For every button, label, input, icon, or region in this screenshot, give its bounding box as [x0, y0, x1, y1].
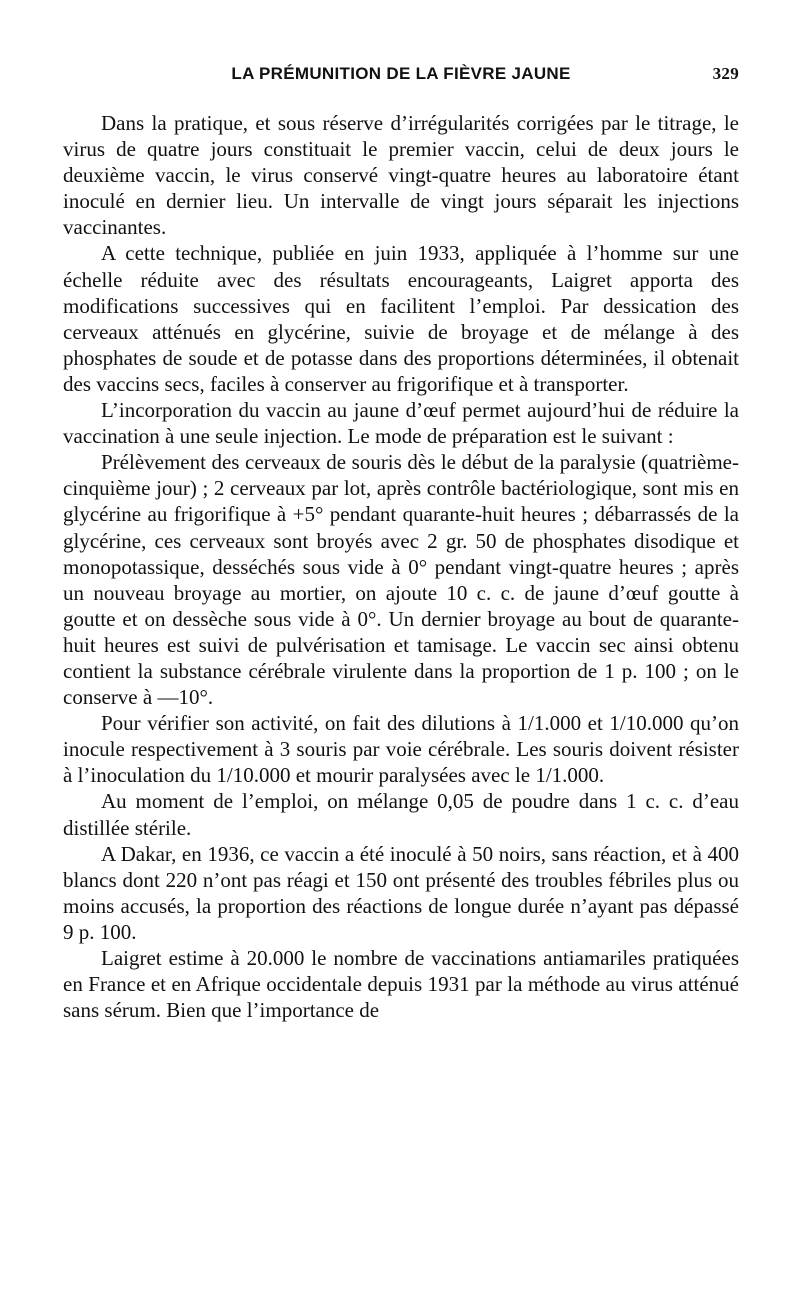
- book-page: [63, 64, 739, 1023]
- body-text: [63, 110, 739, 1023]
- page-number: 329: [712, 64, 739, 83]
- paragraph: Laigret estime à 20.000 le nombre de vaccinations antiamariles pratiquées en France et en Afrique occidentale depuis 1931 par la méthode au virus atténué sans sérum. Bien que l’importance de: [63, 946, 739, 1023]
- paragraph: Pour vérifier son activité, on fait des dilutions à 1/1.000 et 1/10.000 qu’on inocule respectivement à 3 souris par voie cérébrale. Les souris doivent résister à l’inoculation du 1/10.000 et mourir paralysées avec le 1/1.000.: [63, 711, 739, 788]
- paragraph: L’incorporation du vaccin au jaune d’œuf permet aujourd’hui de réduire la vaccination à une seule injection. Le mode de préparation est le suivant :: [63, 398, 739, 449]
- paragraph: A cette technique, publiée en juin 1933, appliquée à l’homme sur une échelle réduite avec des résultats encourageants, Laigret apporta des modifications successives qui en facilitent l’emploi. Par dessication des cerveaux atténués en glycérine, suivie de broyage et de mélange à des phosphates de soude et de potasse dans des proportions déterminées, il obtenait des vaccins secs, faciles à conserver au frigorifique et à transporter.: [63, 241, 739, 396]
- paragraph: Au moment de l’emploi, on mélange 0,05 de poudre dans 1 c. c. d’eau distillée stérile.: [63, 789, 739, 840]
- paragraph: A Dakar, en 1936, ce vaccin a été inoculé à 50 noirs, sans réaction, et à 400 blancs dont 220 n’ont pas réagi et 150 ont présenté des troubles fébriles plus ou moins accusés, la proportion des réactions de longue durée n’ayant pas dépassé 9 p. 100.: [63, 841, 739, 944]
- paragraph: Prélèvement des cerveaux de souris dès le début de la paralysie (quatrième-cinquième jour) ; 2 cerveaux par lot, après contrôle bactériologique, sont mis en glycérine au frigorifique à +5° pendant quarante-huit heures ; débarrassés de la glycérine, ces cerveaux sont broyés avec 2 gr. 50 de phosphates disodique et monopotassique, desséchés sous vide à 0° pendant vingt-quatre heures ; après un nouveau broyage au mortier, on ajoute 10 c. c. de jaune d’œuf goutte à goutte et on dessèche sous vide à 0°. Un dernier broyage au bout de quarante-huit heures est suivi de pulvérisation et tamisage. Le vaccin sec ainsi obtenu contient la substance cérébrale virulente dans la proportion de 1 p. 100 ; on le conserve à —10°.: [63, 450, 739, 710]
- running-head: [63, 64, 739, 94]
- paragraph: Dans la pratique, et sous réserve d’irrégularités corrigées par le titrage, le virus de quatre jours constituait le premier vaccin, celui de deux jours le deuxième vaccin, le virus conservé vingt-quatre heures au laboratoire étant inoculé en dernier lieu. Un intervalle de vingt jours séparait les injections vaccinantes.: [63, 111, 739, 240]
- running-title: LA PRÉMUNITION DE LA FIÈVRE JAUNE: [231, 64, 571, 83]
